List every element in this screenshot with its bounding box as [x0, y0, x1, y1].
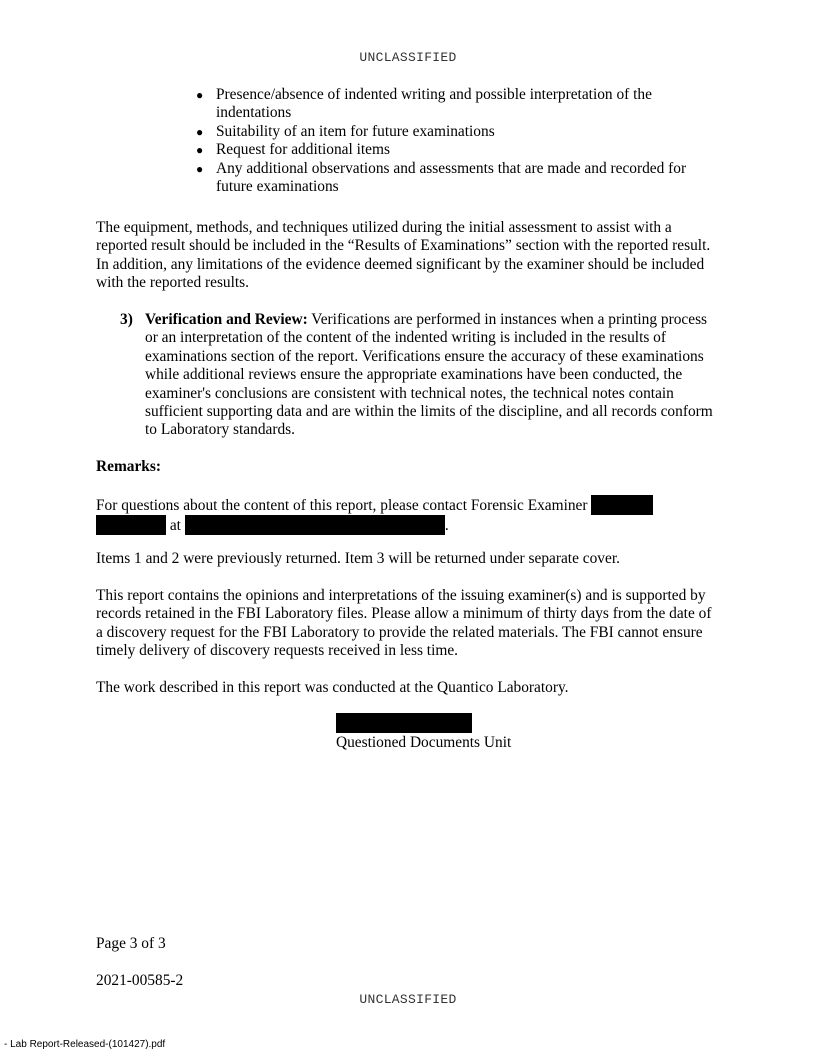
signature-block: [336, 713, 511, 752]
equipment-paragraph: The equipment, methods, and techniques utilized during the initial assessment to assist with a reported result should be included in the “Results of Examinations” section with the reported result. In addition, any limitations of the evidence deemed significant by the examiner should be included with the reported results.: [96, 219, 711, 292]
items-paragraph: Items 1 and 2 were previously returned. Item 3 will be returned under separate cover.: [96, 550, 620, 567]
bullet-item: [196, 86, 716, 123]
bullet-icon: ●: [196, 124, 204, 139]
bullet-icon: ●: [196, 161, 204, 176]
classification-footer: UNCLASSIFIED: [359, 992, 457, 1007]
examination-bullet-list: [196, 86, 716, 196]
bullet-text: Any additional observations and assessments that are made and recorded for future examinations: [216, 159, 687, 196]
bullet-item: [196, 123, 716, 141]
redaction-block-examiner-name-cont: [96, 515, 166, 535]
verification-section: [120, 311, 720, 440]
bullet-item: [196, 141, 716, 159]
bullet-icon: ●: [196, 88, 204, 102]
work-location-paragraph: The work described in this report was conducted at the Quantico Laboratory.: [96, 679, 569, 696]
bullet-text: Suitability of an item for future examinations: [216, 122, 495, 140]
bullet-icon: ●: [196, 143, 204, 158]
verification-number: 3): [120, 311, 133, 328]
bullet-text: Request for additional items: [216, 141, 390, 159]
redaction-block-examiner-name: [591, 495, 653, 515]
redaction-block-contact-info: [185, 515, 445, 535]
bullet-item: [196, 160, 716, 197]
verification-heading: Verification and Review:: [145, 311, 308, 328]
classification-header: UNCLASSIFIED: [359, 50, 457, 65]
redaction-block-signature: [336, 713, 472, 733]
report-number: 2021-00585-2: [96, 972, 184, 989]
remarks-heading: Remarks:: [96, 458, 161, 475]
page-number: Page 3 of 3: [96, 935, 166, 952]
contact-prefix: For questions about the content of this report, please contact Forensic Examiner: [96, 497, 592, 514]
unit-name: Questioned Documents Unit: [336, 734, 512, 751]
contact-suffix: .: [444, 517, 449, 535]
bullet-text: Presence/absence of indented writing and possible interpretation of the indentations: [216, 86, 652, 122]
pdf-filename: - Lab Report-Released-(101427).pdf: [4, 1039, 166, 1050]
verification-body: [145, 311, 720, 440]
contact-paragraph: [96, 495, 720, 536]
contact-at: at: [166, 517, 185, 535]
opinions-paragraph: This report contains the opinions and interpretations of the issuing examiner(s) and is supported by records retained in the FBI Laboratory files. Please allow a minimum of thirty days from the date of a discovery request for the FBI Laboratory to provide the related materials. The FBI cannot ensure timely delivery of discovery requests received in less time.: [96, 587, 712, 660]
verification-text: Verifications are performed in instances when a printing process or an interpretation of the content of the indented writing is included in the results of examinations section of the report. Verifications ensure the accuracy of these examinations while additional reviews ensure the appropriate examinations have been conducted, the examiner's conclusions are consistent with technical notes, the technical notes contain sufficient supporting data and are within the limits of the discipline, and all records conform to Laboratory standards.: [145, 311, 713, 439]
